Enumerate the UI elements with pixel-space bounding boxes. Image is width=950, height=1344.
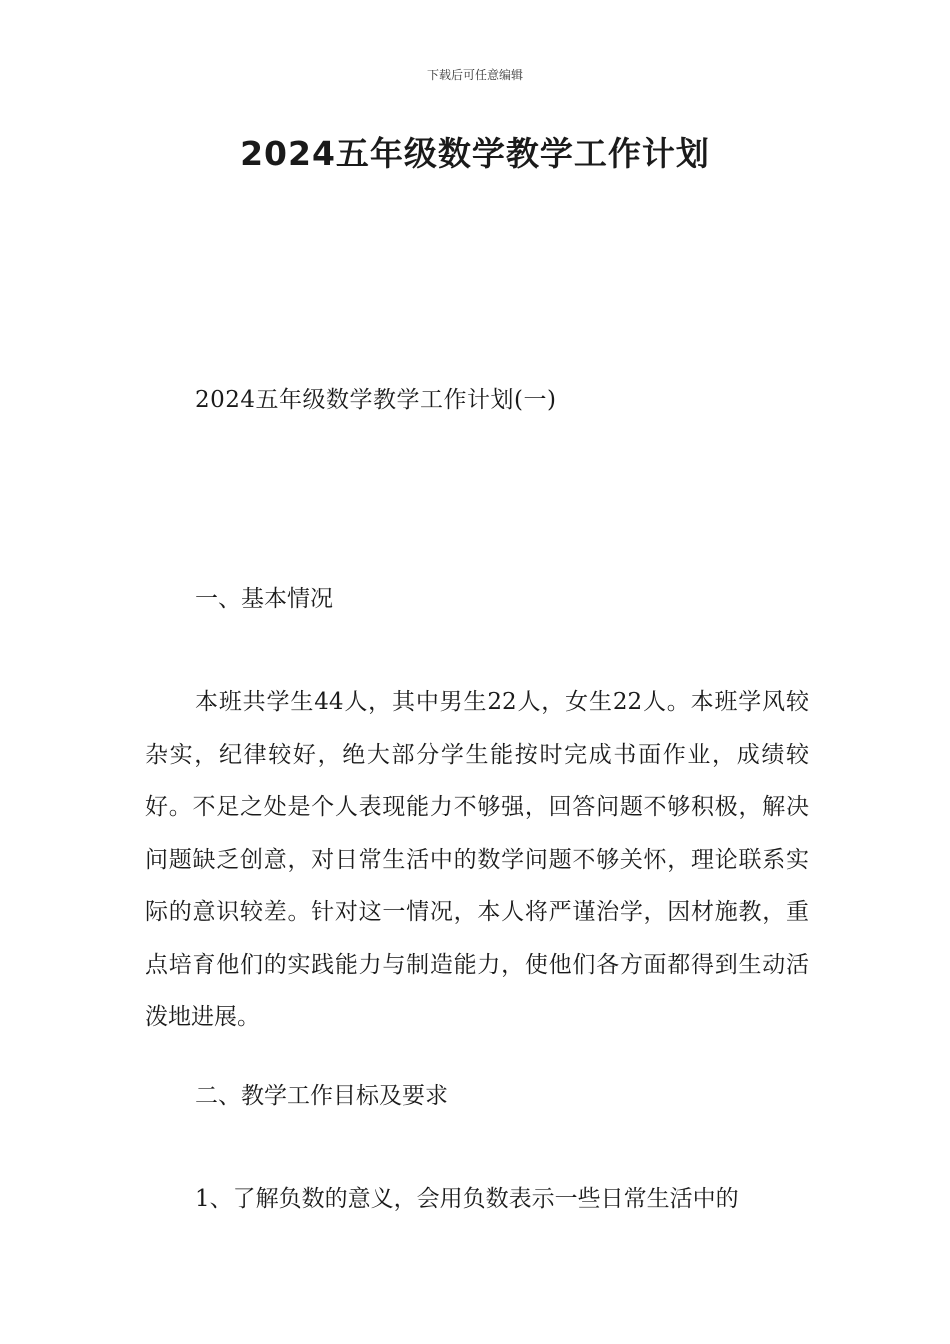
- header-note: 下载后可任意编辑: [426, 68, 523, 82]
- list-item: 1、了解负数的意义，会用负数表示一些日常生活中的: [195, 1186, 739, 1212]
- document-subtitle: 2024五年级数学教学工作计划(一): [195, 387, 557, 413]
- section-paragraph-basic-situation: 本班共学生44人，其中男生22人，女生22人。本班学风较杂实，纪律较好，绝大部分学生能按时完成书面作业，成绩较好。不足之处是个人表现能力不够强，回答问题不够积极，解决问题缺乏创意，对日常生活中的数学问题不够关怀，理论联系实际的意识较差。针对这一情况，本人将严谨治学，因材施教，重点培育他们的实践能力与制造能力，使他们各方面都得到生动活泼地进展。: [145, 689, 809, 1030]
- page-title: 2024五年级数学教学工作计划: [240, 134, 710, 173]
- section-heading-teaching-goals: 二、教学工作目标及要求: [195, 1083, 448, 1109]
- section-heading-basic-situation: 一、基本情况: [195, 586, 333, 612]
